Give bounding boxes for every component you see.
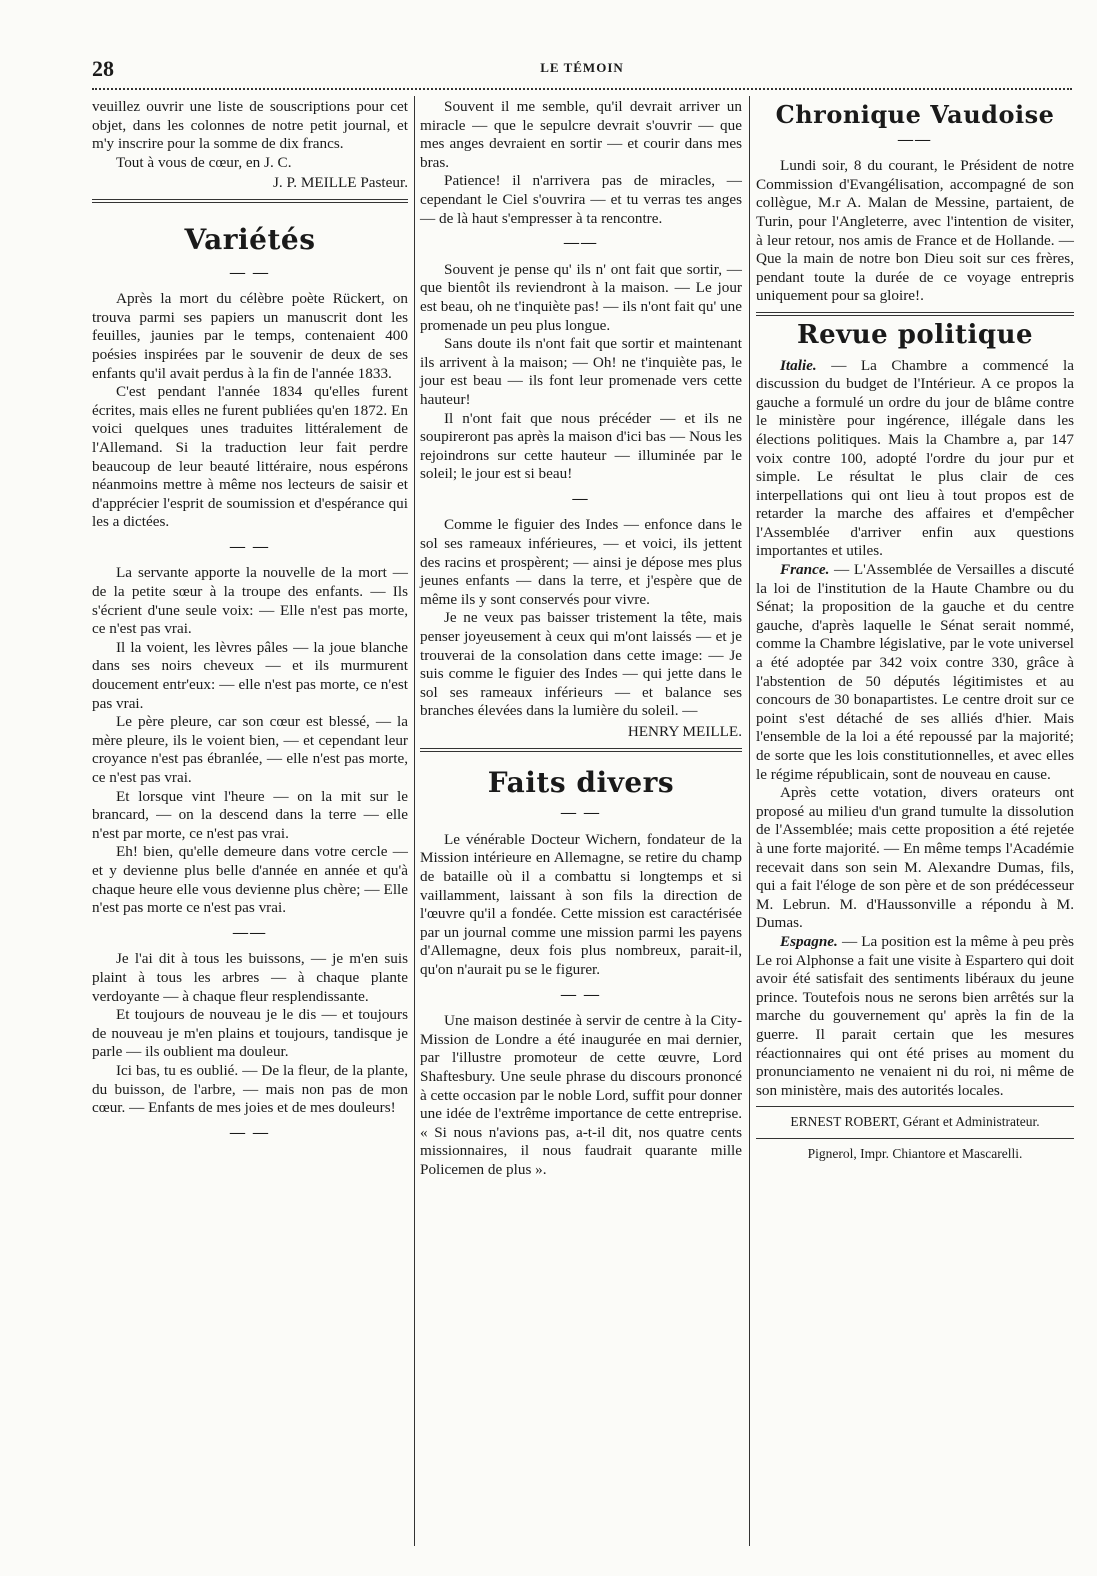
separator: —— xyxy=(897,130,933,148)
poem-signature: HENRY MEILLE. xyxy=(627,723,742,740)
paragraph: Ici bas, tu es oublié. — De la fleur, de la plante, du buisson, de l'arbre, — mais non pas de mon cœur. — Enfants de mes joies et de mes douleurs! xyxy=(92,1061,408,1117)
column-1 xyxy=(92,98,408,1150)
section-rule xyxy=(92,199,408,203)
page-number: 28 xyxy=(92,56,114,81)
italie-paragraph: Italie. — La Chambre a commencé la discussion du budget de l'Intérieur. A ce propos la gauche a formulé un ordre du jour de blâme contre le ministère pour ingérence, illégale dans les élections politiques. Mais la Chambre a, par 147 voix contre 100, adopté l'ordre du jour pur et simple. Le résultat le plus clair de ces interpellations qui ont lieu à tout propos est de retarder la marche des affaires et d'empêcher l'Assemblée d'arriver enfin aux questions importantes et utiles. xyxy=(756,356,1074,560)
section-rule xyxy=(756,312,1074,316)
paragraph: Souvent je pense qu' ils n' ont fait que sortir, — que bientôt ils reviendront à la maison. — Le jour est beau, oh ne t'inquiète pas! — ils n'ont fait qu' une promenade un peu plus longue. xyxy=(420,260,742,334)
paragraph: Et toujours de nouveau je le dis — et toujours de nouveau je m'en plains et toujours, tandisque je parle — ils oublient ma douleur. xyxy=(92,1006,408,1061)
paragraph: C'est pendant l'année 1834 qu'elles furent écrites, mais elles ne furent publiées qu'en 1872. En voici quelques unes traduites littéralement de l'Allemand. Si la traduction leur fait perdre beaucoup de leur beauté littéraire, nous espérons néanmoins mettre à même nos lecteurs de saisir et d'apprécier l'esprit de soumission et d'espérance qui les a dictées. xyxy=(92,383,408,531)
section-rule xyxy=(420,748,742,752)
paragraph: Lundi soir, 8 du courant, le Président de notre Commission d'Evangélisation, accompagné de son collègue, M.r A. Malan de Messine, partaient, de Turin, pour l'Angleterre, avec l'intention de visiter, à leur retour, nos amis de France et de Hollande. — Que la main de notre bon Dieu soit sur ces frères, pendant toute la durée de ce voyage entrepris uniquement pour sa gloire!. xyxy=(756,157,1074,305)
separator: — — xyxy=(229,263,271,281)
paragraph: Le vénérable Docteur Wichern, fondateur de la Mission intérieure en Allemagne, se retire du champ de bataille où il a combattu si longtemps et si vaillamment, laissant à son fils la direction de l'œuvre qu'il a fondée. Cette mission est caractérisée par un journal comme une mission parmi les payens d'Allemagne, deux fois plus nombreux, parait-il, qu'on n'aurait pu se le figurer. xyxy=(420,830,742,978)
column-3 xyxy=(756,98,1074,1163)
separator: — — xyxy=(229,1123,271,1141)
paragraph: La servante apporte la nouvelle de la mort — de la petite sœur à la troupe des enfants. — Ils s'écrient d'une seule voix: — Elle n'est pas morte, ce n'est pas vrai. xyxy=(92,564,408,638)
paragraph: Après cette votation, divers orateurs ont proposé au milieu d'un grand tumulte la dissolution de l'Assemblée; mais cette proposition a été rejetée à une forte majorité. — En même temps l'Académie recevait dans son sein M. Alexandre Dumas, fils, qui a fait l'éloge de son père et de son prédécesseur M. Lebrun. M. d'Haussonville a répondu à M. Dumas. xyxy=(756,784,1074,932)
country-label: France. xyxy=(780,561,830,579)
paragraph: Le père pleure, car son cœur est blessé, — la mère pleure, ils le voient bien, — et cependant leur croyance n'est pas ébranlée, — elle n'est pas morte, ce n'est pas vrai. xyxy=(92,713,408,786)
printer-credit: Pignerol, Impr. Chiantore et Mascarelli. xyxy=(807,1145,1023,1161)
revue-politique-heading: Revue politique xyxy=(796,319,1034,350)
paragraph: Une maison destinée à servir de centre à la City-Mission de Londre a été inaugurée en mai dernier, par l'illustre promoteur de cette œuvre, Lord Shaftesbury. Une seule phrase du discours prononcé à cette occasion par le noble Lord, suffit pour donner une idée de l'extrême importance de cette entreprise. « Si nous n'avions pas, a-t-il dit, nos quatre cents missionnaires, il nous faudrait quarante mille Policemen de plus ». xyxy=(420,1012,742,1178)
paragraph: Comme le figuier des Indes — enfonce dans le sol ses rameaux inférieures, — et voici, ils jettent des racins et prospèrent; — ainsi je dépose mes plus jeunes enfants — dans la terre, et j'espère que de même ils y sont conservés pour vivre. xyxy=(420,516,742,608)
footer-rule xyxy=(756,1106,1074,1107)
paragraph: Il n'ont fait que nous précéder — et ils ne soupireront pas après la maison d'ici bas — Nous les rejoindrons sur cette hauteur — illuminée par le soleil; le jour est si beau! xyxy=(420,409,742,483)
france-paragraph: France. — L'Assemblée de Versailles a discuté la loi de l'institution de la Haute Chambre ou du Sénat; la proposition de la gauche et du centre gauche, d'après laquelle le Sénat serait nommé, comme la Chambre législative, par le vote universel a été adoptée par 342 voix contre 330, grâce à l'abstention de 50 députés légitimistes et au concours de 30 bonapartistes. Le centre droit sur ce point s'est détaché de ses alliés d'hier. Mais l'ensemble de la loi a été repoussé par la majorité; de sorte que les lois constitutionnelles, et avec elles le régime républicain, sont de nouveau en cause. xyxy=(756,561,1074,783)
column-2 xyxy=(420,98,742,1179)
column-divider xyxy=(749,96,750,1546)
separator: — — xyxy=(560,804,602,822)
separator: — xyxy=(572,489,590,507)
faits-divers-heading: Faits divers xyxy=(487,765,675,799)
paragraph: Après la mort du célèbre poète Rückert, on trouva parmi ses papiers un manuscrit dont les feuilles, jaunies par le temps, contenaient 400 poésies inspirées par le souvenir de deux de ses enfants qu'il avait perdus à la fin de l'année 1833. xyxy=(92,290,408,382)
running-title: LE TÉMOIN xyxy=(540,60,624,75)
separator: — — xyxy=(229,537,271,555)
separator: —— xyxy=(232,923,268,941)
varietes-heading: Variétés xyxy=(184,222,316,256)
paragraph: Sans doute ils n'ont fait que sortir et maintenant ils arrivent à la maison; — Oh! ne t'inquiète pas, le jour est beau — ils font leur promenade vers cette hauteur! xyxy=(420,335,742,408)
letter-closing: Tout à vous de cœur, en J. C. xyxy=(116,153,292,171)
paragraph: Patience! il n'arrivera pas de miracles, — cependant le Ciel s'ouvrira — et tu verras tes anges — de là haut s'empresser à ta rencontre. xyxy=(420,172,742,227)
paragraph: Il la voient, les lèvres pâles — la joue blanche dans ses noirs cheveux — et ils murmurent doucement entr'eux: — elle n'est pas morte, ce n'est pas vrai. xyxy=(92,638,408,712)
espagne-paragraph: Espagne. — La position est la même à peu près Le roi Alphonse a fait une visite à Espartero qui doit avoir été satisfait des sentiments libéraux du jeune prince. Toutefois nous ne serons bien arrêtés sur la marche du gouvernement qu' après la fin de la guerre. Il parait certain que les mesures réactionnaires qui ont été prises au moment du pronunciamento ne venaient ni du roi, ni même de son ministère, mais des autorités locales. xyxy=(756,932,1075,1099)
separator: —— xyxy=(563,234,599,252)
letter-end: veuillez ouvrir une liste de souscriptions pour cet objet, dans les colonnes de notre petit journal, et m'y inscrire pour la somme de dix francs. xyxy=(92,98,408,153)
footer-rule xyxy=(756,1138,1074,1139)
country-label: Italie. xyxy=(780,356,817,374)
chronique-heading: Chronique Vaudoise xyxy=(775,100,1055,129)
publisher-credit: ERNEST ROBERT, Gérant et Administrateur. xyxy=(790,1114,1040,1130)
paragraph: Je l'ai dit à tous les buissons, — je m'en suis plaint à tous les arbres — à chaque plante verdoyante — à chaque fleur resplendissante. xyxy=(92,950,408,1005)
paragraph: Et lorsque vint l'heure — on la mit sur le brancard, — on la descend dans la terre — elle n'est par morte, ce n'est pas vrai. xyxy=(92,787,408,842)
separator: — — xyxy=(560,985,602,1003)
column-divider xyxy=(414,96,415,1546)
paragraph: Eh! bien, qu'elle demeure dans votre cercle — et y devienne plus belle d'année en année et qu'à chaque heure elle vous devienne plus chère; — Elle n'est pas morte ce n'est pas vrai. xyxy=(92,843,408,917)
country-label: Espagne. xyxy=(780,932,838,950)
letter-signature: J. P. MEILLE Pasteur. xyxy=(273,174,408,192)
header-rule xyxy=(92,88,1072,90)
page-header xyxy=(92,56,1072,86)
paragraph: Souvent il me semble, qu'il devrait arriver un miracle — que le sepulcre devrait s'ouvrir — que mes anges devraient en sortir — et courir dans mes bras. xyxy=(420,98,742,171)
paragraph: Je ne veux pas baisser tristement la tête, mais penser joyeusement à ceux qui m'ont laissés — et je trouverai de la consolation dans cette image: — Je suis comme le figuier des Indes — qui jette dans le sol ses rameaux inférieurs — et balance ses branches élevées dans la lumière du soleil. — xyxy=(420,609,742,720)
